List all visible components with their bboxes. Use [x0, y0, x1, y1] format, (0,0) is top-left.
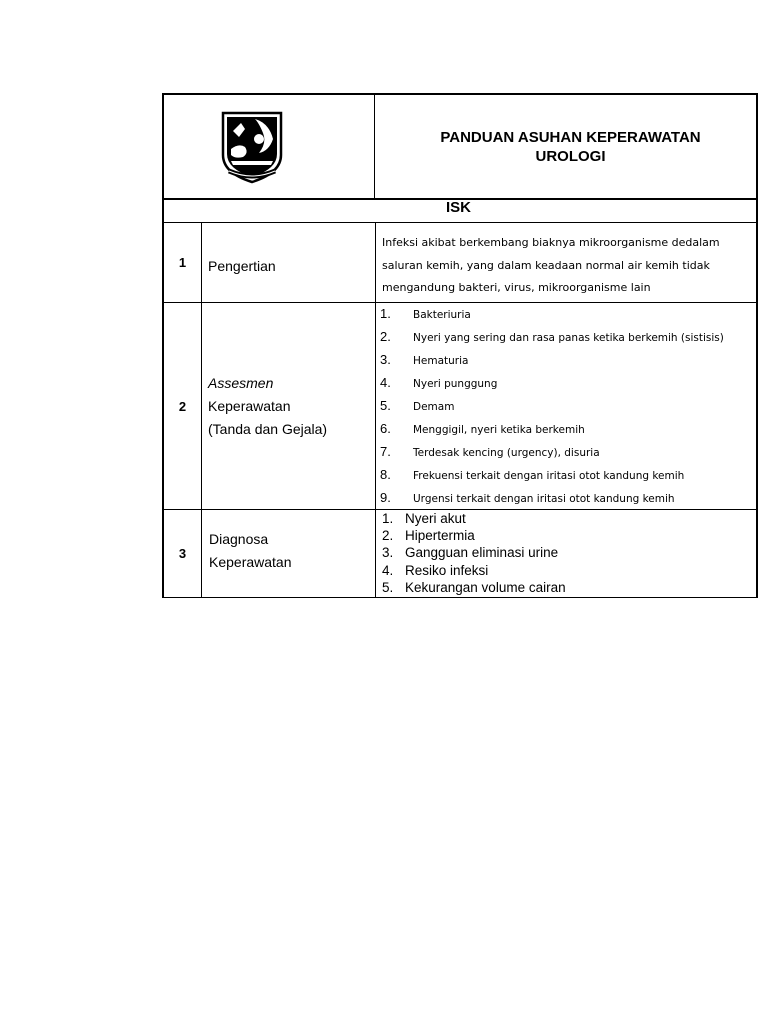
- list-item-text: Frekuensi terkait dengan iritasi otot kandung kemih: [413, 470, 685, 482]
- list-item-text: Demam: [413, 401, 455, 413]
- definition-text: [382, 232, 752, 300]
- symptom-list: [380, 303, 760, 510]
- header-row: [162, 93, 758, 200]
- list-item-text: Nyeri yang sering dan rasa panas ketika berkemih (sistisis): [413, 332, 724, 344]
- row-content-cell: [375, 510, 756, 597]
- list-item-number: 2.: [382, 528, 394, 544]
- list-item: [382, 563, 742, 580]
- title-line-2: UROLOGI: [535, 147, 606, 165]
- list-item-number: 3.: [380, 352, 391, 367]
- regency-emblem-icon: [219, 109, 285, 185]
- list-item-number: 6.: [380, 421, 391, 436]
- list-item: [380, 372, 760, 395]
- row-label-cell: [201, 223, 376, 302]
- list-item: [380, 349, 760, 372]
- list-item-text: Terdesak kencing (urgency), disuria: [413, 447, 600, 459]
- row-label-line: Diagnosa: [209, 531, 269, 547]
- list-item-text: Nyeri punggung: [413, 378, 498, 390]
- row-label-line: Keperawatan: [209, 554, 292, 570]
- list-item-text: Urgensi terkait dengan iritasi otot kandung kemih: [413, 493, 675, 505]
- list-item-text: Kekurangan volume cairan: [405, 579, 566, 595]
- list-item-number: 5.: [380, 398, 391, 413]
- row-label: Pengertian: [208, 258, 276, 274]
- list-item-number: 3.: [382, 545, 394, 561]
- row-label-cell: [201, 303, 376, 509]
- list-item: [382, 528, 742, 545]
- list-item: [382, 545, 742, 562]
- list-item: [380, 326, 760, 349]
- list-item: [382, 511, 742, 528]
- document-table: [162, 93, 758, 598]
- row-number: 3: [164, 510, 202, 597]
- list-item-text: Bakteriuria: [413, 309, 471, 321]
- list-item: [380, 395, 760, 418]
- list-item: [380, 303, 760, 326]
- list-item-number: 2.: [380, 329, 391, 344]
- list-item-text: Resiko infeksi: [405, 562, 489, 578]
- row-label-cell: [201, 510, 376, 597]
- list-item-number: 5.: [382, 579, 394, 595]
- list-item-text: Gangguan eliminasi urine: [405, 545, 559, 561]
- table-row: [162, 223, 758, 303]
- row-label: [208, 372, 327, 441]
- table-row: [162, 303, 758, 510]
- row-label: [209, 528, 292, 574]
- definition-line: mengandung bakteri, virus, mikroorganisme lain: [382, 281, 651, 294]
- row-label-line: Keperawatan: [208, 398, 291, 414]
- row-label-line: (Tanda dan Gejala): [208, 421, 328, 437]
- list-item-text: Hematuria: [413, 355, 469, 367]
- list-item-number: 1.: [382, 511, 394, 526]
- table-row: [162, 510, 758, 598]
- list-item-number: 7.: [380, 444, 391, 459]
- definition-line: Infeksi akibat berkembang biaknya mikroorganisme dedalam: [382, 236, 720, 249]
- document-title: [375, 95, 756, 198]
- subject-row: [162, 198, 758, 223]
- row-label-line: Assesmen: [208, 375, 274, 391]
- row-content-cell: [375, 223, 756, 302]
- list-item-number: 8.: [380, 467, 391, 482]
- row-number: 2: [164, 303, 202, 509]
- list-item: [380, 487, 760, 510]
- list-item-text: Menggigil, nyeri ketika berkemih: [413, 424, 585, 436]
- list-item: [380, 464, 760, 487]
- list-item: [380, 441, 760, 464]
- list-item-number: 9.: [380, 490, 391, 505]
- list-item-number: 1.: [380, 306, 391, 321]
- subject-heading: ISK: [446, 199, 472, 216]
- row-number: 1: [164, 223, 202, 302]
- list-item-number: 4.: [380, 375, 391, 390]
- title-line-1: PANDUAN ASUHAN KEPERAWATAN: [440, 128, 701, 146]
- logo-cell: [164, 95, 375, 198]
- row-content-cell: [375, 303, 756, 509]
- list-item: [382, 580, 742, 597]
- list-item-text: Hipertermia: [405, 528, 475, 544]
- list-item: [380, 418, 760, 441]
- definition-line: saluran kemih, yang dalam keadaan normal air kemih tidak: [382, 258, 710, 272]
- diagnosis-list: [382, 511, 742, 597]
- list-item-text: Nyeri akut: [405, 511, 466, 526]
- list-item-number: 4.: [382, 562, 394, 578]
